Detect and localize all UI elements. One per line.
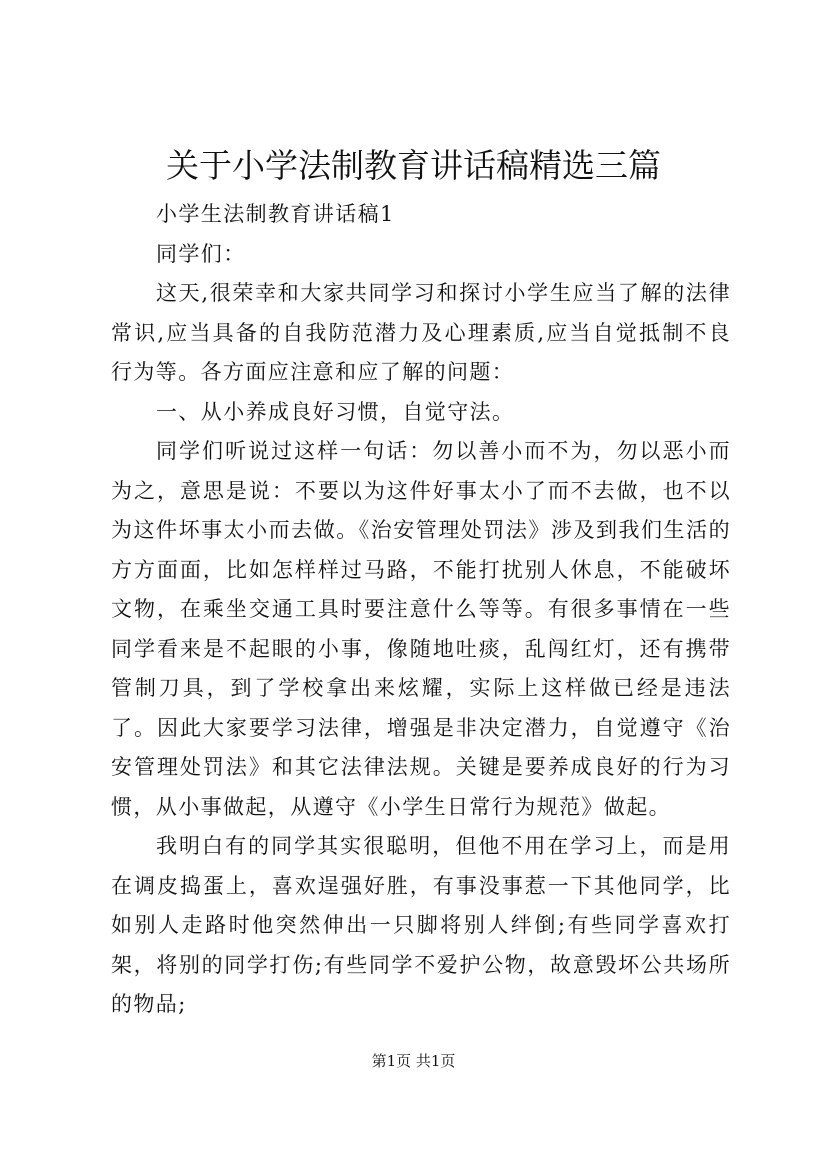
document-title: 关于小学法制教育讲话稿精选三篇 — [166, 146, 661, 185]
document-body — [111, 195, 731, 1025]
section-heading: 小学生法制教育讲话稿1 — [156, 202, 395, 226]
point-heading: 一、从小养成良好习惯，自觉守法。 — [156, 399, 515, 424]
paragraph-intro: 这天,很荣幸和大家共同学习和探讨小学生应当了解的法律常识,应当具备的自我防范潜力及心理素质,应当自觉抵制不良行为等。各方面应注意和应了解的问题： — [111, 281, 731, 384]
paragraph-body: 同学们听说过这样一句话：勿以善小而不为，勿以恶小而为之，意思是说：不要以为这件好事太小了而不去做，也不以为这件坏事太小而去做。《治安管理处罚法》涉及到我们生活的方方面面，比如怎样样过马路，不能打扰别人休息，不能破坏文物，在乘坐交通工具时要注意什么等等。有很多事情在一些同学看来是不起眼的小事，像随地吐痰，乱闯红灯，还有携带管制刀具，到了学校拿出来炫耀，实际上这样做已经是违法了。因此大家要学习法律，增强是非决定潜力，自觉遵守《治安管理处罚法》和其它法律法规。关键是要养成良好的行为习惯，从小事做起，从遵守《小学生日常行为规范》做起。 — [111, 439, 731, 819]
paragraph-body: 我明白有的同学其实很聪明，但他不用在学习上，而是用在调皮捣蛋上，喜欢逞强好胜，有事没事惹一下其他同学，比如别人走路时他突然伸出一只脚将别人绊倒;有些同学喜欢打架，将别的同学打伤;有些同学不爱护公物，故意毁坏公共场所的物品; — [111, 834, 731, 1016]
salutation: 同学们： — [156, 241, 246, 266]
page-footer: 第1页 共1页 — [371, 1052, 456, 1070]
